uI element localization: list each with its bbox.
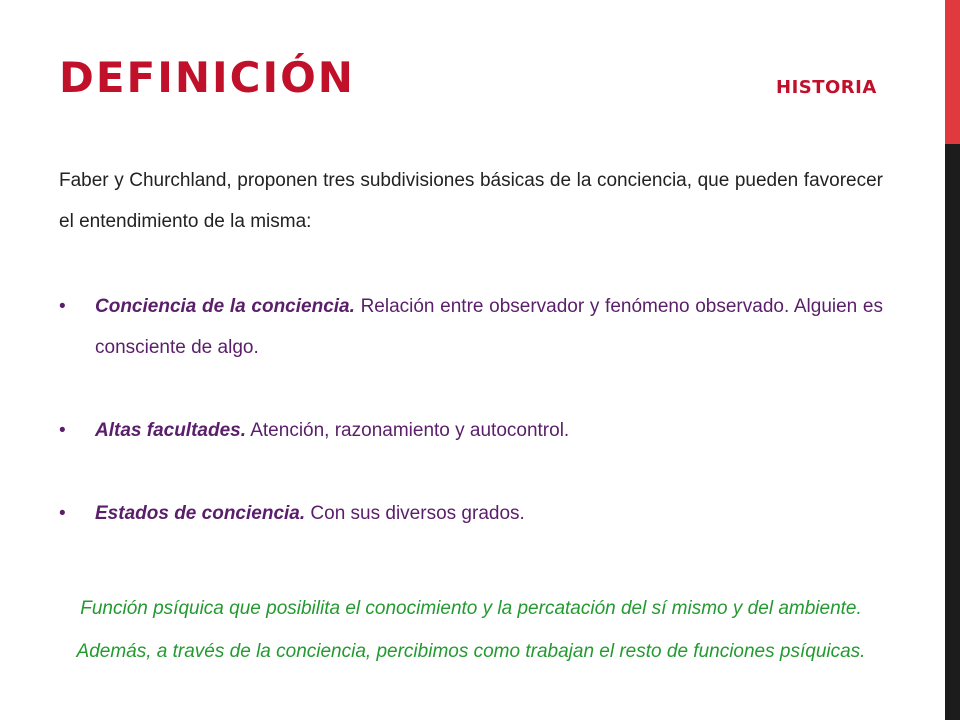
bullet-item <box>59 410 883 451</box>
bullet-term: Conciencia de la conciencia. <box>95 296 355 317</box>
slide-title: DEFINICIÓN <box>59 53 355 102</box>
bullet-marker: • <box>59 420 66 441</box>
bullet-text: Relación entre observador y fenómeno observado. Alguien es consciente de algo. <box>95 296 883 358</box>
bullet-item <box>59 286 883 368</box>
sidebar-accent <box>945 0 960 144</box>
bullet-marker: • <box>59 503 66 524</box>
section-tag: HISTORIA <box>776 77 877 98</box>
sidebar-bar <box>945 0 960 720</box>
bullet-text: Atención, razonamiento y autocontrol. <box>246 420 570 441</box>
bullet-item <box>59 493 883 534</box>
bullet-marker: • <box>59 296 66 317</box>
bullet-term: Estados de conciencia. <box>95 503 306 524</box>
bullet-term: Altas facultades. <box>95 420 246 441</box>
bullet-text: Con sus diversos grados. <box>305 503 525 524</box>
bullet-list <box>59 286 883 576</box>
intro-paragraph: Faber y Churchland, proponen tres subdivisiones básicas de la conciencia, que pueden favorecer el entendimiento de la misma: <box>59 170 883 232</box>
definition-paragraph: Función psíquica que posibilita el conocimiento y la percatación del sí mismo y del ambiente. Además, a través de la conciencia, percibimos como trabajan el resto de funciones psíquicas. <box>76 598 866 662</box>
